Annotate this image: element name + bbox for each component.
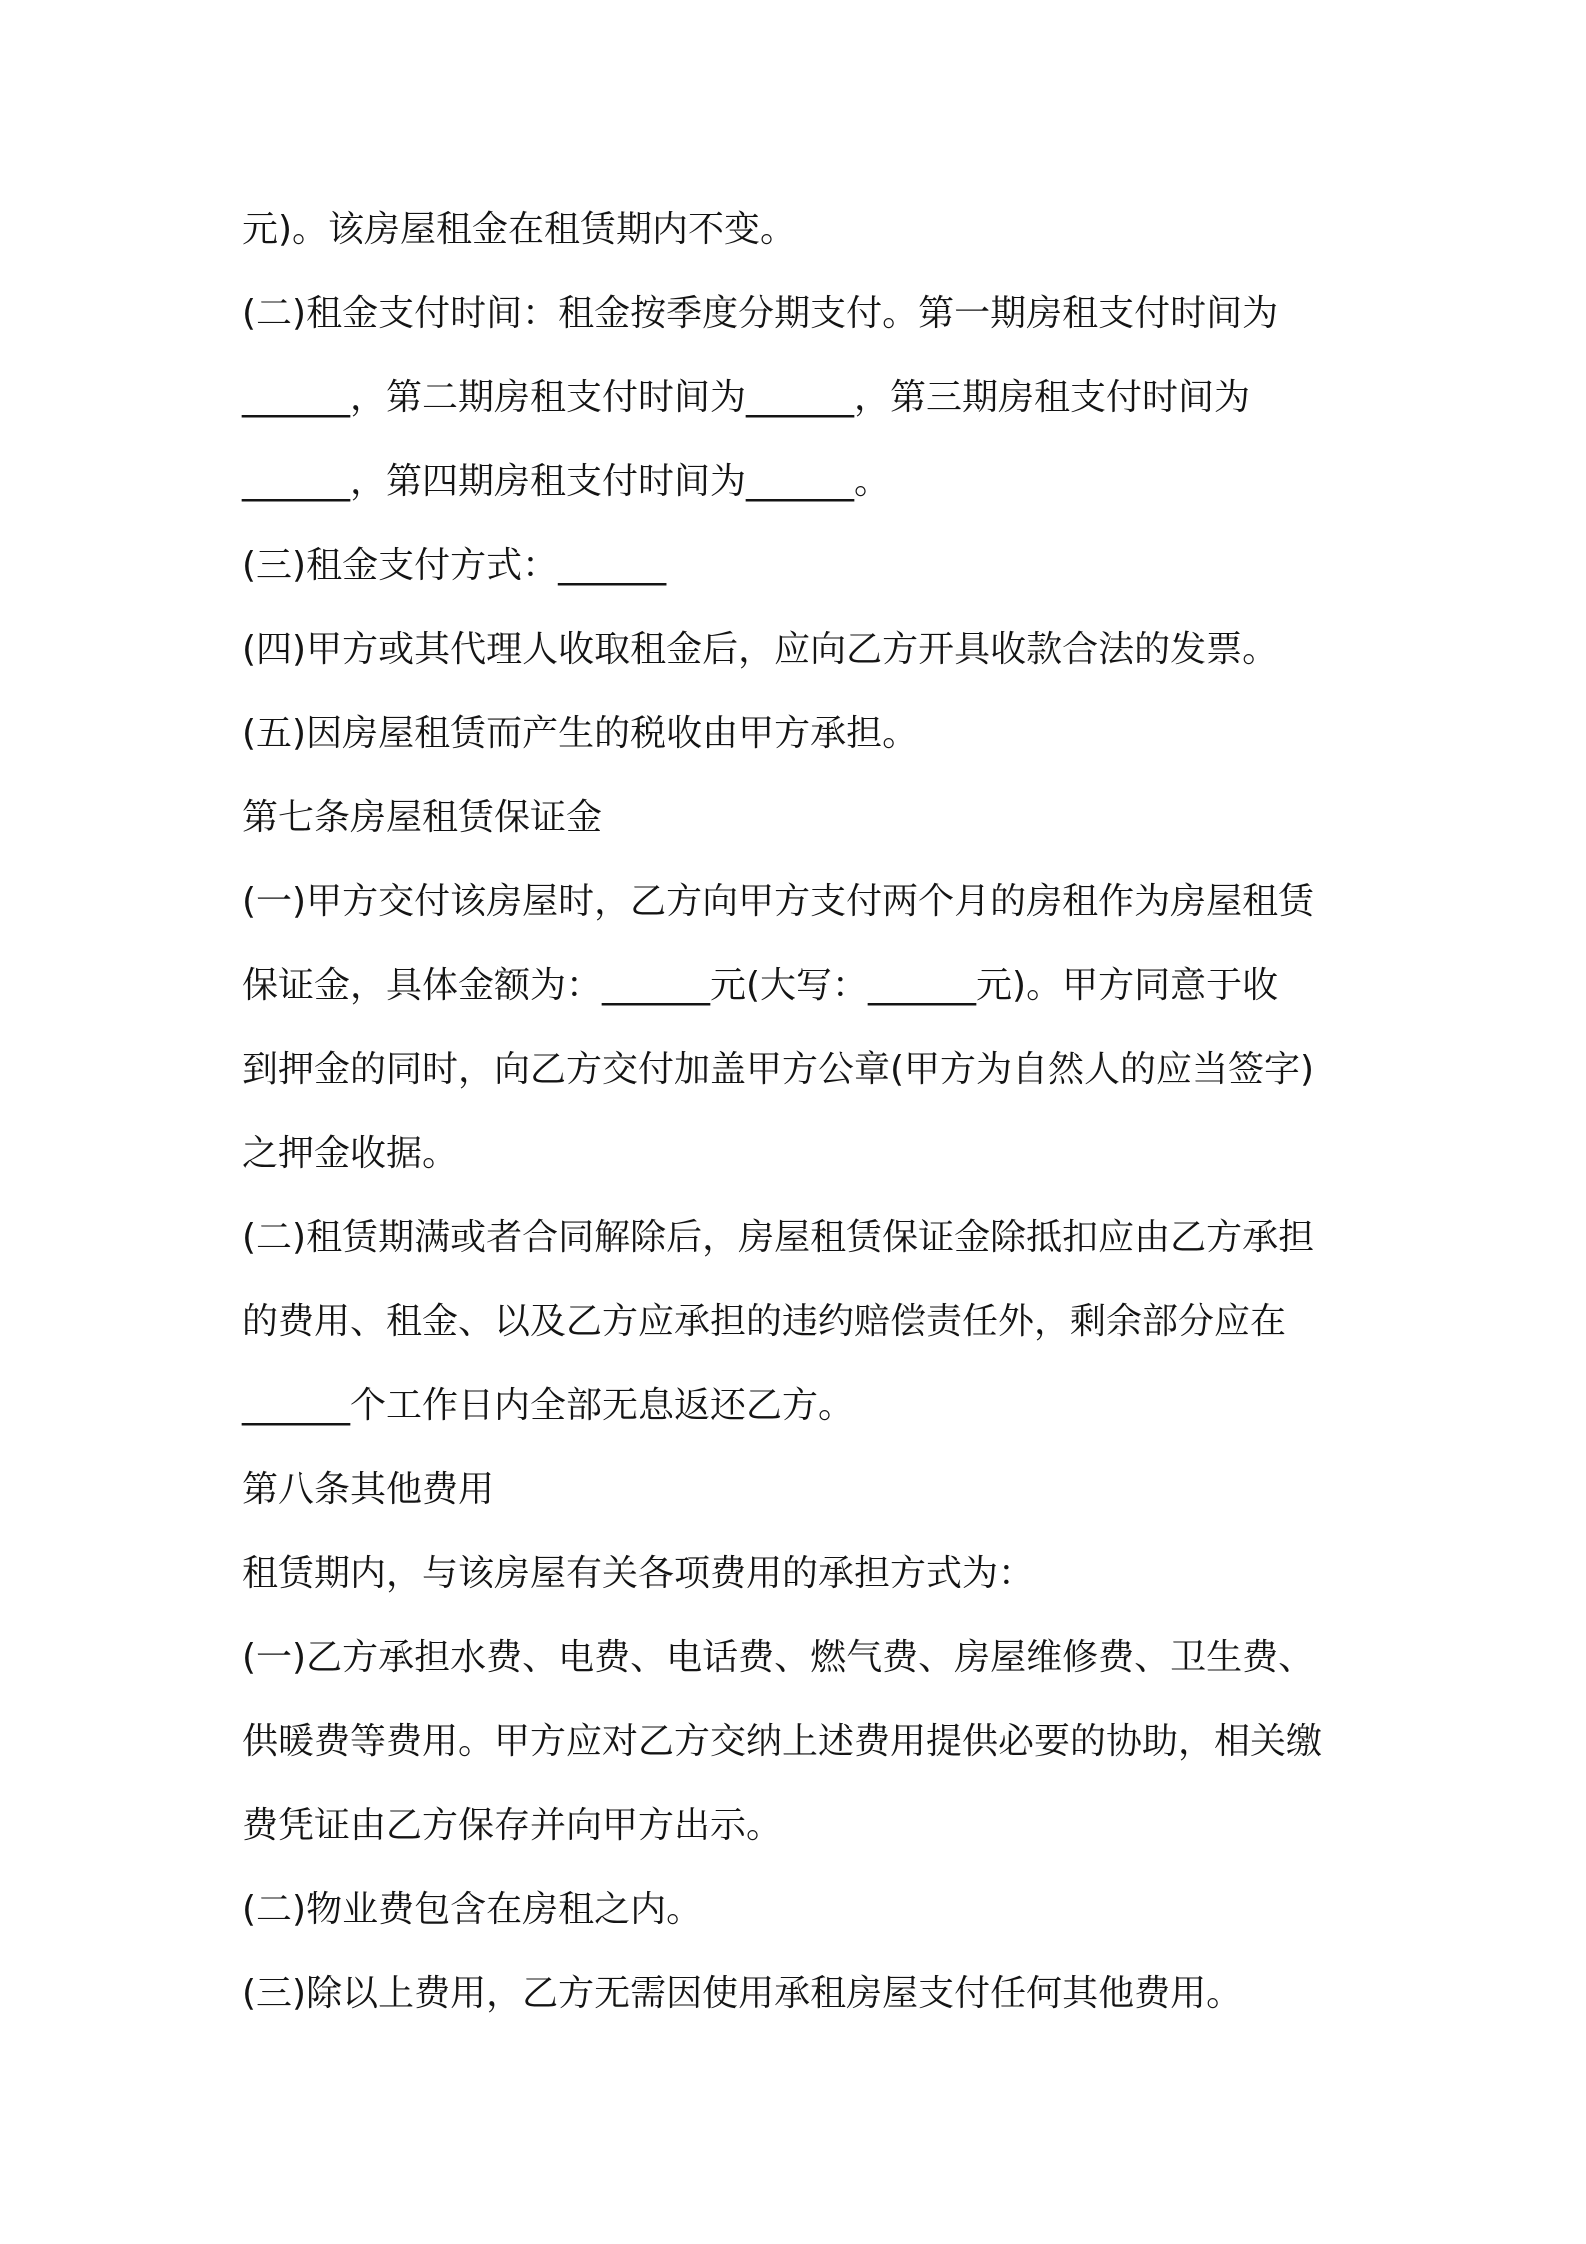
document-body [242,200,1362,2048]
text-line: 元)。该房屋租金在租赁期内不变。 [242,209,797,250]
text-line: (四)甲方或其代理人收取租金后，应向乙方开具收款合法的发票。 [242,629,1279,670]
text-line: 供暖费等费用。甲方应对乙方交纳上述费用提供必要的协助，相关缴 [242,1721,1323,1762]
text-line: 费凭证由乙方保存并向甲方出示。 [242,1805,783,1846]
text-line: ______，第二期房租支付时间为______，第三期房租支付时间为 [242,377,1251,418]
section-heading: 第七条房屋租赁保证金 [242,797,603,838]
text-line: 到押金的同时，向乙方交付加盖甲方公章(甲方为自然人的应当签字) [242,1049,1315,1090]
text-line: 保证金，具体金额为：______元(大写：______元)。甲方同意于收 [242,965,1279,1006]
text-line: (三)租金支付方式：______ [242,545,667,586]
text-line: (一)甲方交付该房屋时，乙方向甲方支付两个月的房租作为房屋租赁 [242,881,1315,922]
text-line: ______，第四期房租支付时间为______。 [242,461,891,502]
text-line: (三)除以上费用，乙方无需因使用承租房屋支付任何其他费用。 [242,1973,1243,2014]
section-heading: 第八条其他费用 [242,1469,495,1510]
text-line: (一)乙方承担水费、电费、电话费、燃气费、房屋维修费、卫生费、 [242,1637,1315,1678]
text-line: (二)租赁期满或者合同解除后，房屋租赁保证金除抵扣应由乙方承担 [242,1217,1315,1258]
text-line: 租赁期内，与该房屋有关各项费用的承担方式为： [242,1553,1035,1594]
text-line: (五)因房屋租赁而产生的税收由甲方承担。 [242,713,919,754]
text-line: ______个工作日内全部无息返还乙方。 [242,1385,855,1426]
text-line: (二)租金支付时间：租金按季度分期支付。第一期房租支付时间为 [242,293,1279,334]
text-line: (二)物业费包含在房租之内。 [242,1889,703,1930]
text-line: 的费用、租金、以及乙方应承担的违约赔偿责任外，剩余部分应在 [242,1301,1287,1342]
text-line: 之押金收据。 [242,1133,459,1174]
